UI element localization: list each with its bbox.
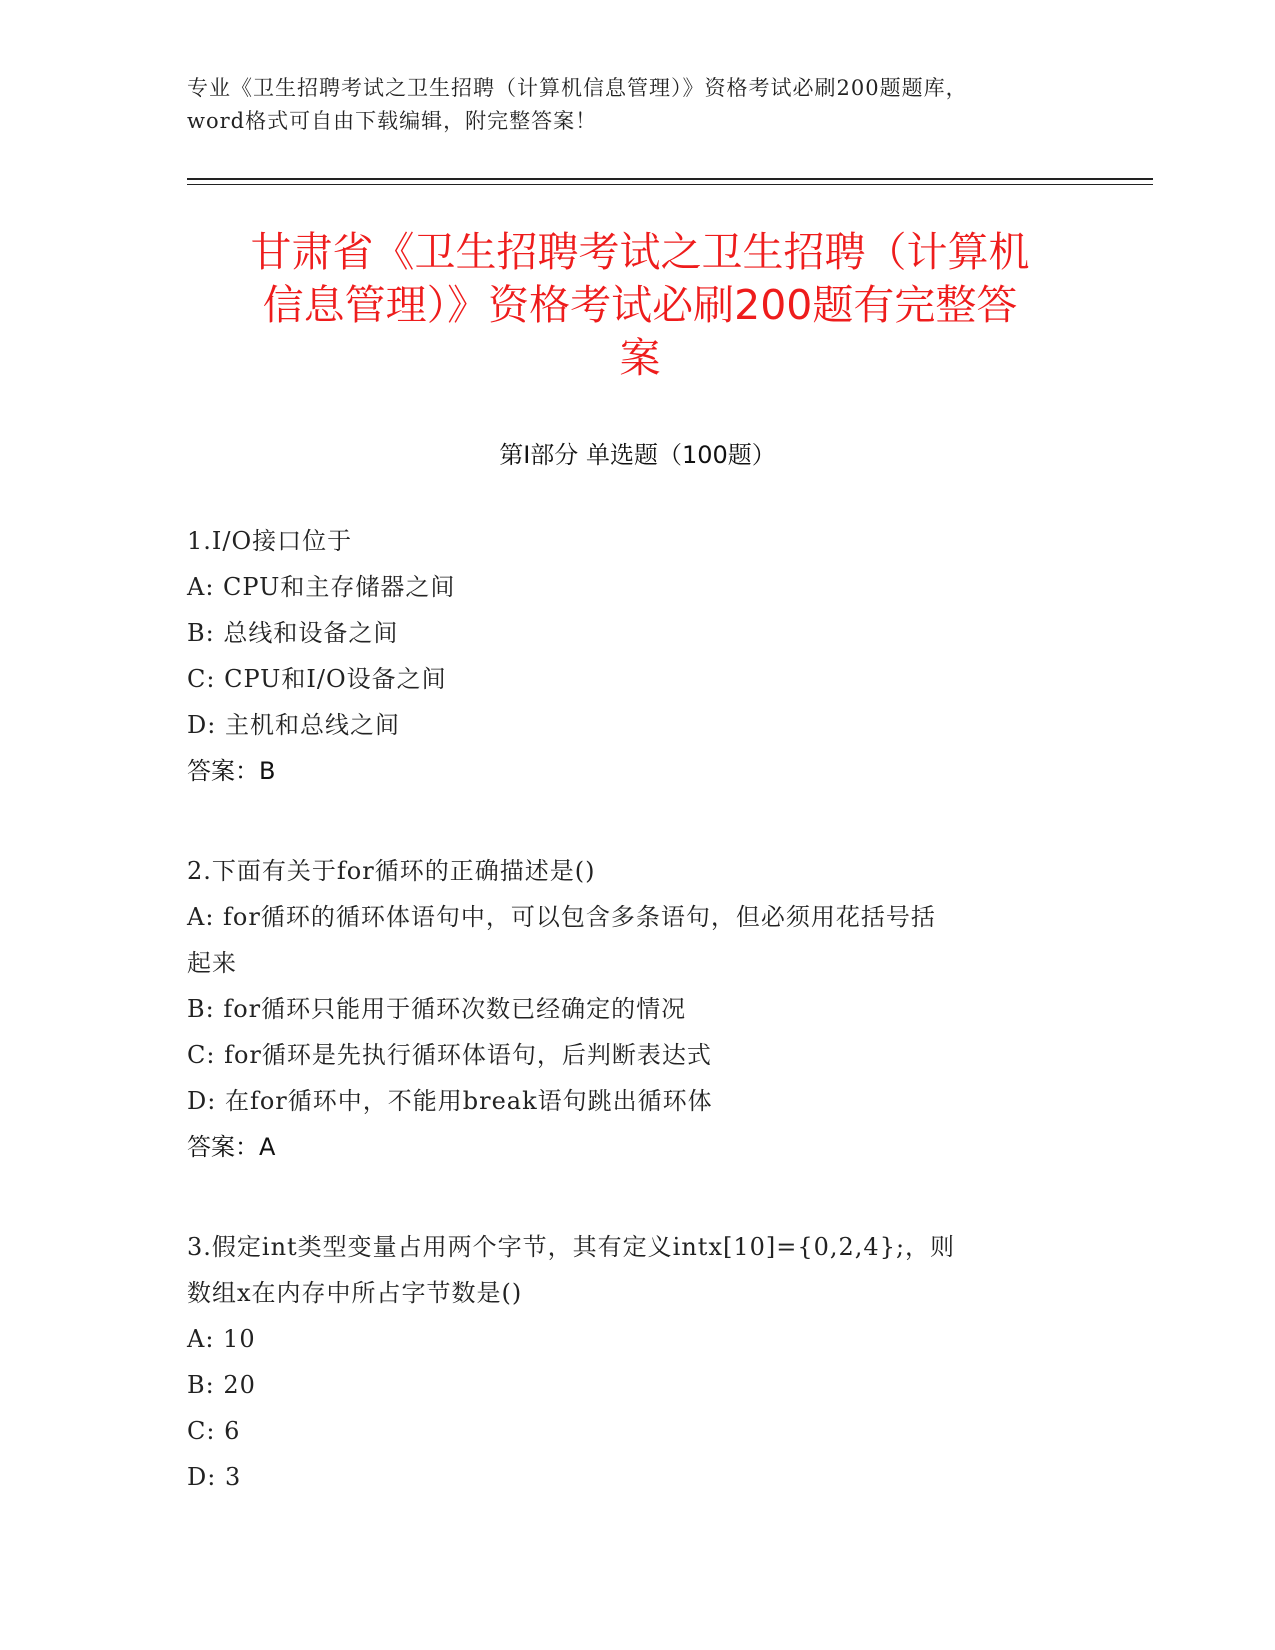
question-stem-continued: 数组x在内存中所占字节数是(): [187, 1279, 523, 1307]
question-2: [187, 848, 1087, 1170]
header-line-2: word格式可自由下载编辑，附完整答案！: [187, 109, 598, 133]
option-b: B: 20: [187, 1371, 256, 1399]
question-stem: 3.假定int类型变量占用两个字节，其有定义intx[10]={0,2,4};，则: [187, 1233, 956, 1261]
answer: 答案：A: [187, 1133, 276, 1161]
option-a: A: for循环的循环体语句中，可以包含多条语句，但必须用花括号括: [187, 903, 936, 931]
option-c: C: for循环是先执行循环体语句，后判断表达式: [187, 1041, 712, 1069]
question-stem: 2.下面有关于for循环的正确描述是(): [187, 857, 596, 885]
option-b: B: 总线和设备之间: [187, 619, 399, 647]
question-1: [187, 518, 1087, 794]
document-header: [187, 72, 1087, 138]
option-d: D: 在for循环中，不能用break语句跳出循环体: [187, 1087, 713, 1115]
option-a-continued: 起来: [187, 949, 237, 977]
title-line-3: 案: [619, 334, 661, 382]
header-divider-thick: [187, 178, 1153, 180]
option-c: C: 6: [187, 1417, 241, 1445]
title-line-1: 甘肃省《卫生招聘考试之卫生招聘（计算机: [250, 228, 1030, 276]
option-c: C: CPU和I/O设备之间: [187, 665, 447, 693]
option-d: D: 主机和总线之间: [187, 711, 400, 739]
header-line-1: 专业《卫生招聘考试之卫生招聘（计算机信息管理）》资格考试必刷200题题库，: [187, 76, 968, 100]
question-3: [187, 1224, 1087, 1500]
option-a: A: 10: [187, 1325, 256, 1353]
option-d: D: 3: [187, 1463, 242, 1491]
title-line-2: 信息管理）》资格考试必刷200题有完整答: [262, 281, 1018, 329]
option-a: A: CPU和主存储器之间: [187, 573, 456, 601]
option-b: B: for循环只能用于循环次数已经确定的情况: [187, 995, 687, 1023]
section-heading: 第Ⅰ部分 单选题（100题）: [499, 441, 776, 469]
answer: 答案：B: [187, 757, 276, 785]
header-divider-thin: [187, 184, 1153, 185]
document-title: [180, 226, 1100, 385]
question-stem: 1.I/O接口位于: [187, 527, 353, 555]
